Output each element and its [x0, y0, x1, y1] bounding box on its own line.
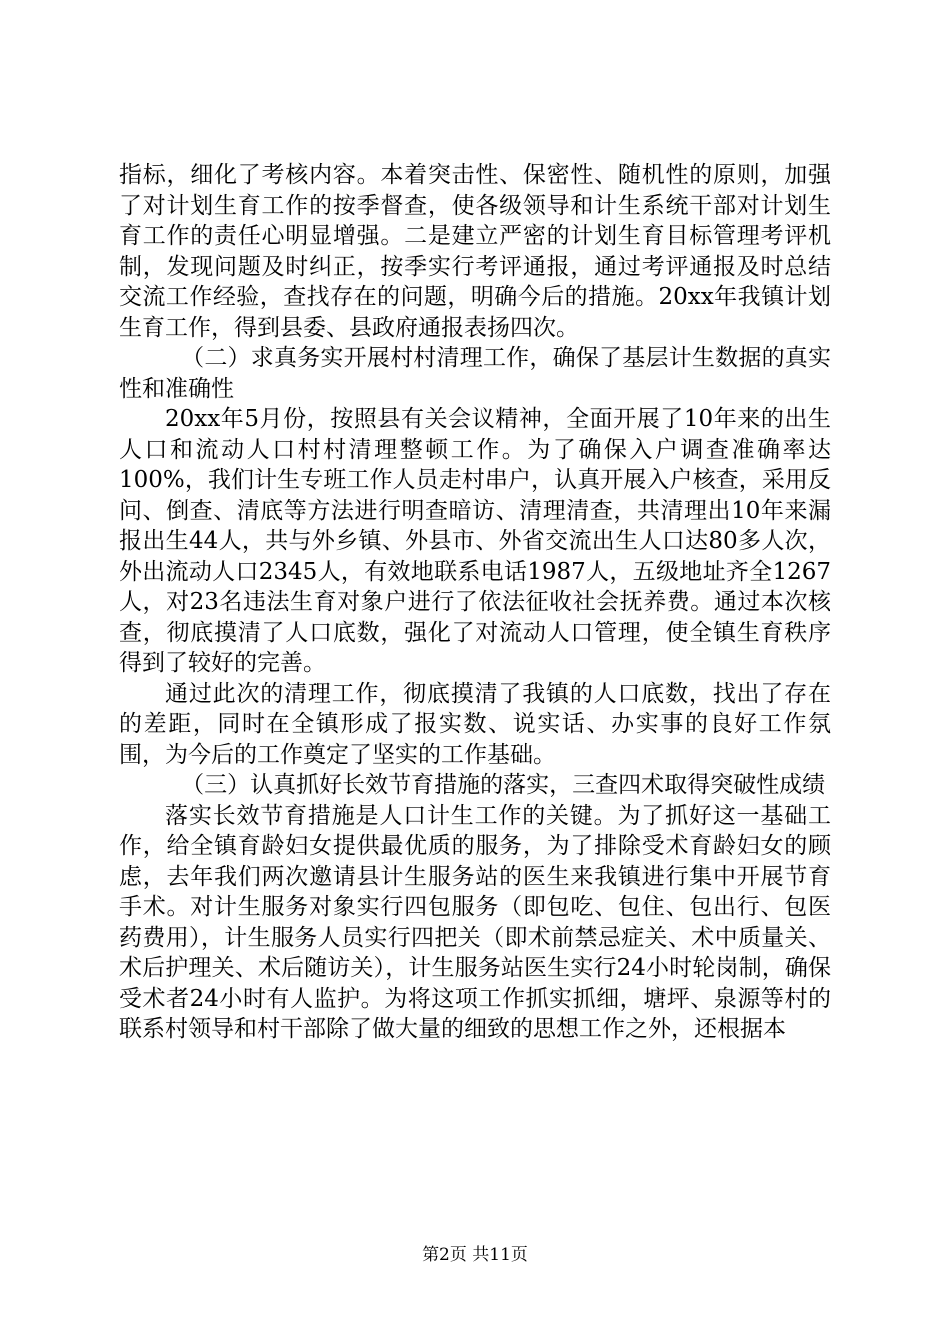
paragraph-3: 通过此次的清理工作，彻底摸清了我镇的人口底数，找出了存在的差距，同时在全镇形成了报实数、说实话、办实事的良好工作氛围，为今后的工作奠定了坚实的工作基础。 [119, 680, 831, 768]
document-body [119, 160, 831, 1045]
section-heading-2: （二）求真务实开展村村清理工作，确保了基层计生数据的真实性和准确性 [119, 345, 831, 402]
paragraph-1: 指标，细化了考核内容。本着突击性、保密性、随机性的原则，加强了对计划生育工作的按季督查，使各级领导和计生系统干部对计划生育工作的责任心明显增强。二是建立严密的计划生育目标管理考评机制，发现问题及时纠正，按季实行考评通报，通过考评通报及时总结交流工作经验，查找存在的问题，明确今后的措施。20xx年我镇计划生育工作，得到县委、县政府通报表扬四次。 [119, 162, 831, 341]
section-heading-3: （三）认真抓好长效节育措施的落实，三查四术取得突破性成绩 [181, 772, 826, 798]
page-number-footer: 第2页 共11页 [422, 1245, 528, 1265]
paragraph-2: 20xx年5月份，按照县有关会议精神，全面开展了10年来的出生人口和流动人口村村清理整顿工作。为了确保入户调查准确率达100%，我们计生专班工作人员走村串户，认真开展入户核查，采用反问、倒查、清底等方法进行明查暗访、清理清查，共清理出10年来漏报出生44人，共与外乡镇、外县市、外省交流出生人口达80多人次，外出流动人口2345人，有效地联系电话1987人，五级地址齐全1267人，对23名违法生育对象户进行了依法征收社会抚养费。通过本次核查，彻底摸清了人口底数，强化了对流动人口管理，使全镇生育秩序得到了较好的完善。 [119, 406, 831, 676]
paragraph-4: 落实长效节育措施是人口计生工作的关键。为了抓好这一基础工作，给全镇育龄妇女提供最优质的服务，为了排除受术育龄妇女的顾虑，去年我们两次邀请县计生服务站的医生来我镇进行集中开展节育手术。对计生服务对象实行四包服务（即包吃、包住、包出行、包医药费用），计生服务人员实行四把关（即术前禁忌症关、术中质量关、术后护理关、术后随访关），计生服务站医生实行24小时轮岗制，确保受术者24小时有人监护。为将这项工作抓实抓细，塘坪、泉源等村的联系村领导和村干部除了做大量的细致的思想工作之外，还根据本 [119, 802, 831, 1042]
